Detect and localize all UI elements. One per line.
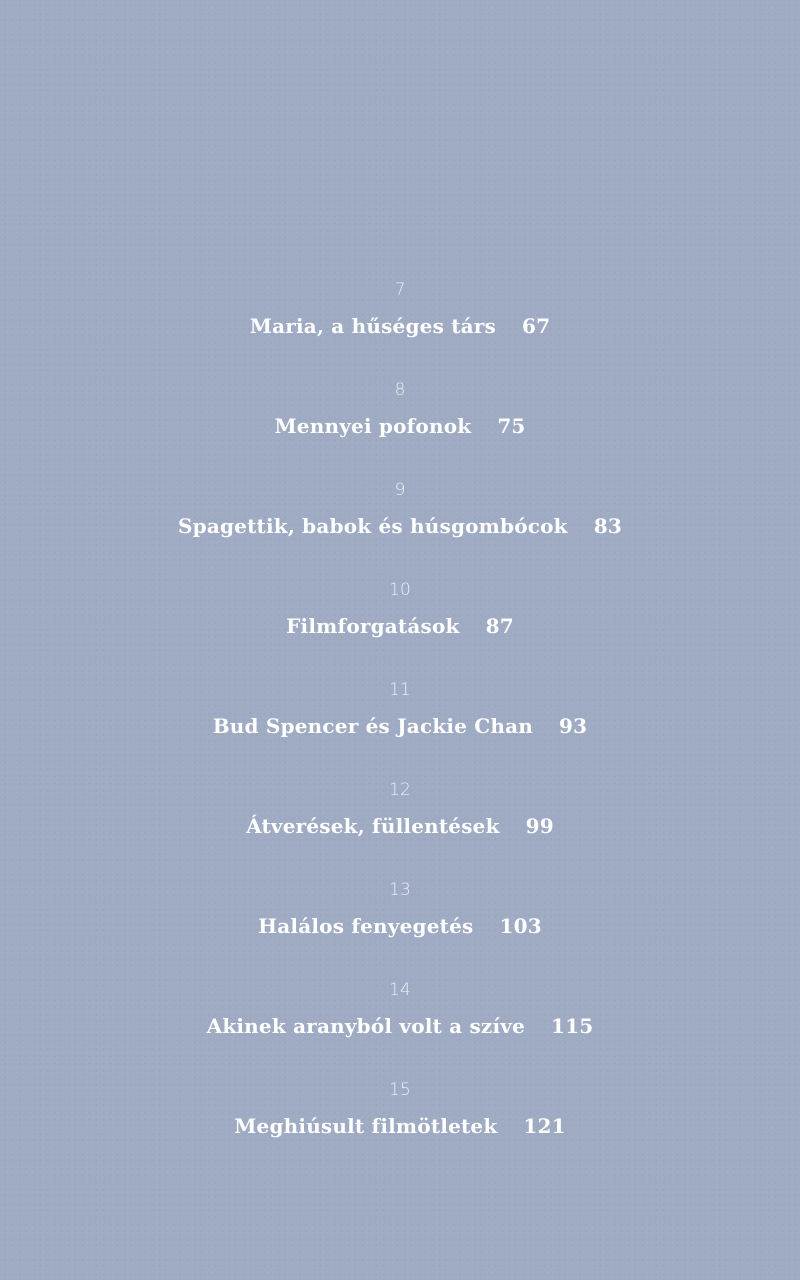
chapter-number: 14 (389, 980, 411, 1000)
toc-entry-11 (0, 678, 800, 778)
chapter-title: Maria, a hűséges társ (249, 314, 496, 338)
page-number: 99 (525, 814, 554, 838)
table-of-contents (0, 278, 800, 1178)
page-number: 83 (593, 514, 622, 538)
chapter-line (0, 1011, 800, 1041)
chapter-line (0, 511, 800, 541)
chapter-number: 8 (394, 380, 406, 400)
toc-entry-10 (0, 578, 800, 678)
page-number: 67 (522, 314, 551, 338)
chapter-number: 7 (394, 280, 406, 300)
chapter-title: Akinek aranyból volt a szíve (206, 1014, 526, 1038)
chapter-title: Meghiúsult filmötletek (234, 1114, 498, 1138)
chapter-line (0, 711, 800, 741)
toc-entry-13 (0, 878, 800, 978)
chapter-number: 15 (389, 1080, 411, 1100)
chapter-line (0, 611, 800, 641)
toc-entry-12 (0, 778, 800, 878)
chapter-line (0, 411, 800, 441)
chapter-title: Halálos fenyegetés (258, 914, 474, 938)
chapter-title: Mennyei pofonok (274, 414, 472, 438)
toc-entry-9 (0, 478, 800, 578)
chapter-number: 11 (389, 680, 411, 700)
chapter-line (0, 811, 800, 841)
toc-entry-8 (0, 378, 800, 478)
chapter-title: Spagettik, babok és húsgombócok (178, 514, 568, 538)
page-number: 93 (559, 714, 588, 738)
toc-entry-14 (0, 978, 800, 1078)
chapter-number: 13 (389, 880, 411, 900)
page-number: 75 (497, 414, 526, 438)
chapter-title: Filmforgatások (286, 614, 460, 638)
toc-entry-15 (0, 1078, 800, 1178)
chapter-title: Bud Spencer és Jackie Chan (212, 714, 534, 738)
page-number: 121 (523, 1114, 566, 1138)
chapter-title: Átverések, füllentések (246, 814, 500, 838)
chapter-line (0, 311, 800, 341)
chapter-line (0, 1111, 800, 1141)
chapter-number: 12 (389, 780, 411, 800)
toc-entry-7 (0, 278, 800, 378)
chapter-line (0, 911, 800, 941)
page-number: 115 (551, 1014, 594, 1038)
chapter-number: 10 (389, 580, 411, 600)
page-number: 103 (499, 914, 542, 938)
page-number: 87 (485, 614, 514, 638)
chapter-number: 9 (394, 480, 406, 500)
